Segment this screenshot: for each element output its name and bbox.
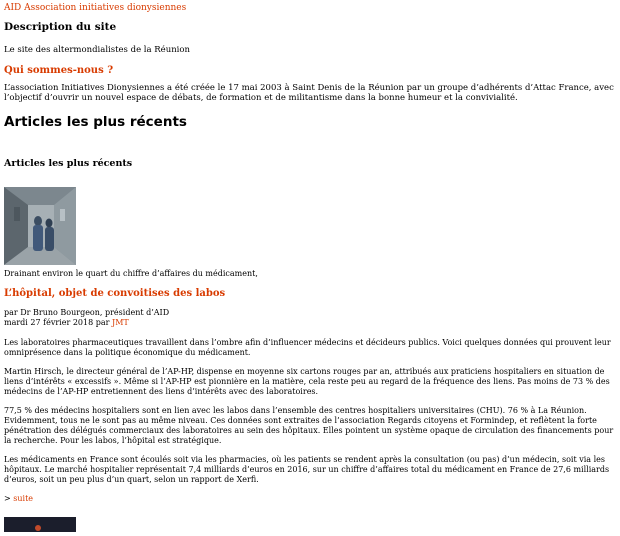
article-title-link[interactable]: L’hôpital, objet de convoitises des labos	[4, 287, 226, 299]
article-author-line: par Dr Bruno Bourgeon, président d’AID	[4, 307, 170, 317]
article-paragraph: Les laboratoires pharmaceutiques travaillent dans l’ombre afin d’influencer médecins et décideurs publics. Voici quelques données qui prouvent leur omniprésence dans la politique économique du médicament.	[4, 337, 611, 357]
article-author-link[interactable]: JMT	[112, 317, 129, 327]
article-date: mardi 27 février 2018	[4, 317, 94, 327]
about-heading: Qui sommes-nous ?	[4, 65, 114, 77]
read-more	[4, 494, 616, 503]
article-meta	[4, 308, 616, 328]
article-paragraph: Martin Hirsch, le directeur général de l’AP-HP, dispense en moyenne six cartons rouges par an, attribués aux praticiens hospitaliers en situation de liens d’intérêts « excessifs ». Même si l’AP-HP est pionnière en la matière, cela reste peu au regard de la fréquence des liens. Pas moins de 73 % des médecins de l’AP-HP entretiennent des liens d’intérêts avec des laboratoires.	[4, 366, 610, 396]
description-heading: Description du site	[4, 21, 117, 33]
site-name-link[interactable]: AID Association initiatives dionysiennes	[4, 3, 187, 13]
article-date-line	[4, 318, 616, 328]
page-content	[4, 3, 616, 529]
recent-articles-heading: Articles les plus récents	[4, 113, 187, 130]
about-text: L’association Initiatives Dionysiennes a été créée le 17 mai 2003 à Saint Denis de la Réunion par un groupe d’adhérents d’Attac France, avec l’objectif d’ouvrir un nouvel espace de débats, de formation et de militantisme dans la bonne humeur et la convivialité.	[4, 83, 614, 104]
article-image-caption: Drainant environ le quart du chiffre d’affaires du médicament,	[4, 268, 258, 278]
arrow-right-icon: >	[4, 493, 11, 503]
description-text: Le site des altermondialistes de la Réunion	[4, 45, 190, 55]
next-article-thumbnail[interactable]	[4, 517, 76, 529]
read-more-link[interactable]: suite	[13, 493, 34, 503]
article-thumbnail[interactable]	[4, 187, 76, 265]
article-paragraph: Les médicaments en France sont écoulés soit via les pharmacies, où les patients se rendent après la consultation (ou pas) d’un médecin, soit via les hôpitaux. Le marché hospitalier représentait 7,4 milliards d’euros en 2016, sur un chiffre d’affaires total du médicament en France de 27,6 milliards d’euros, soit un peu plus d’un quart, selon un rapport de Xerfi.	[4, 454, 610, 484]
recent-articles-subheading: Articles les plus récents	[4, 157, 133, 169]
next-article-image	[4, 520, 76, 532]
hospital-corridor-image	[4, 187, 76, 265]
article-by: par	[95, 317, 110, 327]
article-paragraph: 77,5 % des médecins hospitaliers sont en lien avec les labos dans l’ensemble des centres hospitaliers universitaires (CHU). 76 % à La Réunion. Evidemment, tous ne le sont pas au même niveau. Ces données sont extraites de l’association Regards citoyens et Formindep, et reflètent la forte pénétration des délégués commerciaux des laboratoires au sein des hôpitaux. Elles pointent un système opaque de circulation des financements pour la recherche. Pour les labos, l’hôpital est stratégique.	[4, 405, 614, 445]
